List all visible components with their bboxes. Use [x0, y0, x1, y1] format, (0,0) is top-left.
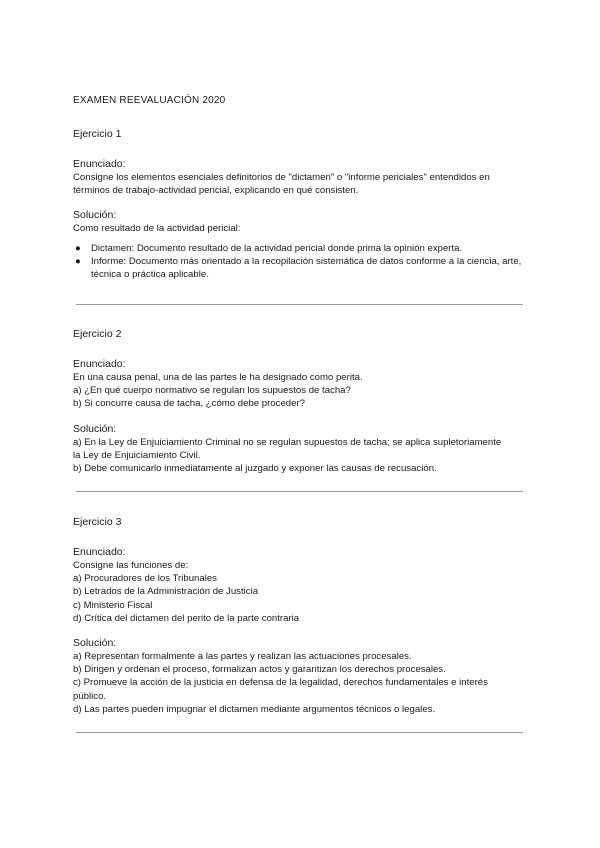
bullet-text: Dictamen: Documento resultado de la actividad pericial donde prima la opinión experta. — [91, 242, 463, 254]
bullet-item — [75, 255, 525, 281]
statement-line: Consigne las funciones de: — [73, 560, 189, 571]
solution-line: c) Promueve la acción de la justicia en defensa de la legalidad, derechos fundamentales e interés — [73, 677, 488, 689]
statement-line: c) Ministerio Fiscal — [73, 599, 153, 611]
solution-intro: Como resultado de la actividad pericial: — [73, 223, 241, 235]
solution-line: b) Debe comunicarlo inmediatamente al juzgado y exponer las causas de recusación. — [73, 463, 437, 475]
exercise-3 — [73, 516, 525, 716]
bullet-item — [75, 242, 525, 255]
bullet-dot-icon: ● — [75, 255, 81, 267]
bullet-text: Informe: Documento más orientado a la recopilación sistemática de datos conforme a la ciencia, arte, técnica o práctica aplicable. — [91, 255, 522, 281]
solution-line: público. — [73, 690, 107, 702]
section-divider — [76, 732, 523, 733]
exercise-title: Ejercicio 1 — [73, 128, 122, 140]
solution-line: a) En la Ley de Enjuiciamiento Criminal no se regulan supuestos de tacha; se aplica supletoriamente — [73, 436, 502, 448]
solution-label: Solución: — [73, 637, 117, 650]
statement-line: términos de trabajo-actividad pericial, explicando en qué consisten. — [73, 185, 359, 197]
document-title: EXAMEN REEVALUACIÓN 2020 — [73, 95, 226, 106]
exercise-1 — [73, 128, 525, 281]
solution-label: Solución: — [73, 422, 117, 435]
solution-line: b) Dirigen y ordenan el proceso, formalizan actos y garantizan los derechos procesales. — [73, 664, 446, 676]
exercise-title: Ejercicio 2 — [73, 328, 122, 340]
solution-label: Solución: — [73, 209, 117, 222]
statement-label: Enunciado: — [73, 358, 126, 370]
exercise-title: Ejercicio 3 — [73, 516, 122, 528]
solution-bullet-list — [73, 242, 525, 282]
statement-line: b) Letrados de la Administración de Justicia — [73, 586, 259, 598]
solution-line: d) Las partes pueden impugnar el dictamen mediante argumentos técnicos o legales. — [73, 703, 436, 715]
statement-line: a) ¿En qué cuerpo normativo se regulan los supuestos de tacha? — [73, 385, 351, 397]
section-divider — [76, 304, 523, 305]
statement-label: Enunciado: — [73, 158, 126, 170]
solution-line: la Ley de Enjuiciamiento Civil. — [73, 449, 201, 461]
statement-line: a) Procuradores de los Tribunales — [73, 573, 217, 585]
solution-line: a) Representan formalmente a las partes y realizan las actuaciones procesales. — [73, 651, 412, 663]
statement-line: b) Si concurre causa de tacha, ¿cómo debe proceder? — [73, 398, 305, 410]
bullet-dot-icon: ● — [75, 242, 81, 254]
statement-line: Consigne los elementos esenciales definitorios de "dictamen" o "informe periciales" entendidos en — [73, 172, 490, 183]
statement-line: d) Crítica del dictamen del perito de la parte contraria — [73, 612, 300, 624]
statement-label: Enunciado: — [73, 546, 126, 558]
statement-line: En una causa penal, una de las partes le ha designado como perita. — [73, 372, 363, 383]
section-divider — [76, 491, 523, 492]
exercise-2 — [73, 328, 525, 475]
